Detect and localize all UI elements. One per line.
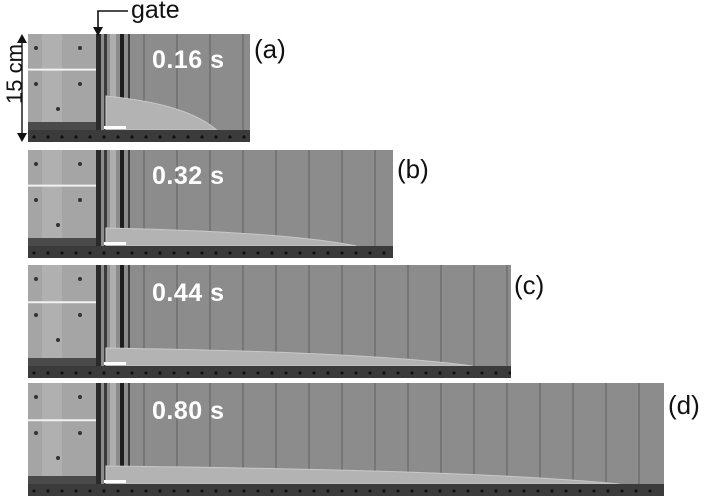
scale-label: 15 cm [2,44,27,104]
panel-label-b: (b) [397,154,429,184]
gate-arrow [98,11,128,32]
time-label-c: 0.44 s [152,279,225,307]
gate-label: gate [131,0,180,24]
scale-bar-top-arrow [17,34,27,43]
time-label-a: 0.16 s [152,46,225,74]
panel-label-a: (a) [254,34,286,64]
time-label-b: 0.32 s [152,162,225,190]
scale-bar-bottom-arrow [17,133,27,142]
time-label-d: 0.80 s [152,397,225,425]
panel-label-c: (c) [514,270,545,300]
panel-label-d: (d) [668,390,700,420]
gate-arrow-head [93,27,103,36]
